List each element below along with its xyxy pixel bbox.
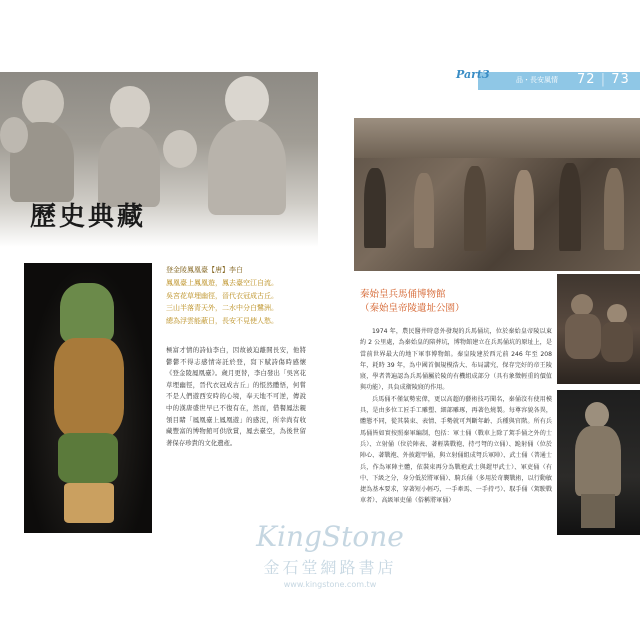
poem-line: 吳宮花草埋幽徑，晉代衣冠成古丘。 xyxy=(166,291,278,300)
paragraph: 兵馬俑不僅氣勢宏偉，更以高超的藝術技巧聞名，秦俑沒有使用模具，是由多位工匠手工雕塑、細部雕琢，再著色燒製。每尊容貌各異，體態不同，從其裝束、表情、手勢就可判斷年齡、兵種與官階。所有兵馬俑皆如實按照秦軍編制，包括：軍士俑（戰車上除了駕手俑之外的士兵）、立射俑（位於陣表、著輕裝戰袍、持弓弩的立俑）、跪射俑（位於陣心、著戰袍、外披鎧甲俑，與立射俑組成弩兵軍陣）、武士俑（普通士兵，作為軍陣主體，依裝束再分為戰袍武士與鎧甲武士）、軍吏俑（有中、下級之分，身分低於將軍俑）、騎兵俑（多用於奇襲戰術，以行動敏捷為基本要求，穿著短小輕巧，一手牽馬、一手持弓）、馭手俑（駕駛戰車者）、高級軍吏俑（俗稱將軍俑） xyxy=(360,395,552,505)
poem-line: 總為浮雲能蔽日，長安不見使人愁。 xyxy=(166,316,278,325)
header-section-label: 品・長安風情 xyxy=(516,76,558,84)
terracotta-army-pit-photo xyxy=(354,118,640,271)
museum-title xyxy=(360,288,465,316)
page-number-right: 73 xyxy=(611,72,630,87)
museum-title-line2: （秦始皇帝陵遺址公園） xyxy=(360,303,465,314)
page-numbers: 72 | 73 xyxy=(577,72,630,87)
standing-warrior-statue-photo xyxy=(557,390,640,535)
paragraph: 1974 年，農民醫井時意外發現的兵馬俑坑，位於秦始皇帝陵以東約 2 公里處，為秦始皇的陪葬坑，博物館建立在兵馬俑坑的原址上，是當前世界最大的地下軍事博物館。秦皇陵建於西元前 246 年至 208 年，耗時 39 年，為中國首個規模浩大、布局講究，保存完好的帝王陵寢，學者普遍認為兵馬俑屬於陵的有機組成部分（具有象徵輕重的價值與功能），具負成衛陵寢的作用。 xyxy=(360,328,552,392)
poem xyxy=(166,277,306,327)
excavation-figures-photo xyxy=(557,274,640,384)
right-body-text xyxy=(360,326,552,507)
watermark xyxy=(230,520,430,589)
part-badge: Part3 xyxy=(456,68,490,81)
watermark-url: www.kingstone.com.tw xyxy=(283,580,377,589)
poem-line: 三山半落青天外，二水中分白鷺洲。 xyxy=(166,304,278,312)
left-body-text: 極富才情的詩仙李白，因故被迫離開長安，他將鬱鬱不得志感情寄託於登，寫下賦詩傷時感懷《登金陵鳳凰臺》。歲月更替，李白發出「吳宮花草埋幽徑，晉代衣冠成古丘」的悵然體悟，何嘗不是人們遊西安時的心境，奉天地不可逆，傳說中的漢唐盛世早已不復有在，然而，借餐鳳法親領目睹「鳳凰臺上鳳凰遊」的感況，所幸尚有收藏豐富的博物館可供欣賞，鳳去臺空，為後世留著保存珍貴的文化遺產。 xyxy=(166,346,306,447)
watermark-logo: KingStone xyxy=(256,520,404,553)
watermark-chinese: 金石堂網路書店 xyxy=(263,558,397,577)
page-title: 歷史典藏 xyxy=(30,202,147,232)
poem-title: 登金陵鳳凰臺【唐】李白 xyxy=(166,266,243,274)
poem-line: 鳳凰臺上鳳凰遊，鳳去臺空江自流。 xyxy=(166,279,278,287)
museum-title-line1: 秦始皇兵馬俑博物館 xyxy=(360,289,446,300)
page-number-left: 72 xyxy=(577,72,596,87)
tang-tomb-guardian-figurine-photo xyxy=(24,263,152,533)
